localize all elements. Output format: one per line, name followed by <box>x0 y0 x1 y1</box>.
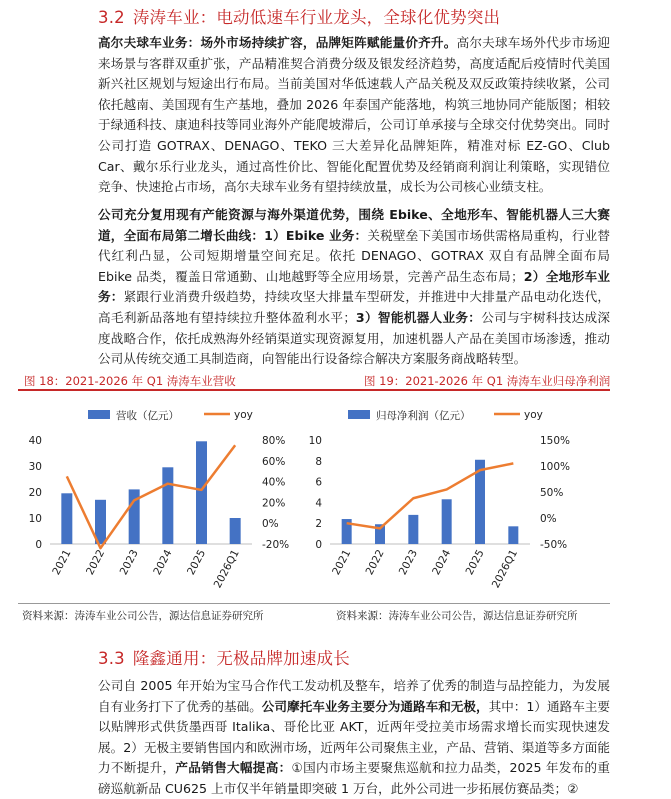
paragraph-second-growth <box>98 205 610 370</box>
left-axis-tick-label: 20 <box>28 487 42 499</box>
right-axis-tick-label: 20% <box>262 497 286 510</box>
paragraph-lead: 高尔夫球车业务：场外市场持续扩容，品牌矩阵赋能量价齐升。 <box>98 35 457 50</box>
legend-bar-swatch <box>348 410 370 419</box>
figure-18-title: 图 18：2021-2026 年 Q1 涛涛车业营收 <box>24 374 236 388</box>
paragraph-bold: 3）智能机器人业务： <box>355 309 482 325</box>
category-label: 2025 <box>463 547 487 578</box>
left-axis-tick-label: 8 <box>315 455 322 468</box>
paragraph-loncin <box>98 676 610 799</box>
legend-bar-swatch <box>88 410 110 419</box>
paragraph-body: 高尔夫球车场外代步市场迎来场景与客群双重扩张，产品精准契合消费分级及银发经济趋势，高度适配后疫情时代美国新兴社区规划与短途出行布局。当前美国对华低速载人产品关税及双反政策持续收紧，公司依托越南、美国现有生产基地，叠加 2026 年泰国产能落地，构筑三地协同产能版图；相较于绿通科技、康迪科技等同业海外产能爬坡滞后，公司订单承接与全球交付优势突出。同时公司打造 GOTRAX、DENAGO、TEKO 三大差异化品牌矩阵，精准对标 EZ-GO、Club Car、戴尔乐行业龙头，通过高性价比、智能化配置优势及经销商利润让利策略，实现错位竞争、快速抢占市场，高尔夫球车业务有望持续放量，成长为公司核心业绩支柱。 <box>98 35 611 195</box>
yoy-line <box>347 463 514 528</box>
right-axis-tick-label: 100% <box>540 461 571 473</box>
right-axis-tick-label: -20% <box>262 539 290 551</box>
category-label: 2021 <box>50 547 74 578</box>
paragraph-body: 关税壁垒下美国市场供需格局重构，行业替代红利凸显，公司短期增量空间充足。依托 DENAGO、GOTRAX 双自有品牌全面布局 Ebike 品类，覆盖日常通勤、山地越野等全应用场景，完善产品生态布局； <box>98 227 610 284</box>
paragraph-lead: 公司充分复用现有产能资源与海外渠道优势，围绕 Ebike、全地形车、智能机器人三大赛道，全面布局第二增长曲线：1）Ebike 业务： <box>98 207 610 243</box>
category-label: 2022 <box>84 547 108 578</box>
yoy-line <box>67 445 235 548</box>
category-label: 2022 <box>363 547 387 578</box>
revenue-chart-svg <box>20 396 310 601</box>
bar-2026Q1 <box>230 518 241 544</box>
section-title: 涛涛车业：电动低速车行业龙头，全球化优势突出 <box>132 8 501 27</box>
paragraph-body: 其中：1）通路车主要以贴牌形式供货墨西哥 Italika、哥伦比亚 AKT，近两年受拉美市场需求增长而实现快速发展。2）无极主要销售国内和欧洲市场，近两年公司聚焦主业，产品、营销、渠道等多方面能力不断提升， <box>98 698 611 776</box>
paragraph-body: ①国内市场主要聚焦巡航和拉力品类，2025 年发布的重磅巡航新品 CU625 上市仅半年销量即突破 1 万台，此外公司进一步拓展仿赛品类；② <box>98 760 611 796</box>
left-axis-tick-label: 2 <box>315 518 322 531</box>
right-axis-tick-label: 50% <box>540 487 564 499</box>
paragraph-body: 公司与宇树科技达成深度战略合作，依托成熟海外经销渠道实现资源复用，加速机器人产品在美国市场渗透，推动公司从传统交通工具制造商，向智能出行设备综合解决方案服务商战略转型。 <box>98 309 611 367</box>
left-axis-tick-label: 4 <box>315 497 322 510</box>
right-axis-tick-label: 40% <box>262 476 286 489</box>
bar-2021 <box>61 493 72 544</box>
left-axis-tick-label: 30 <box>28 461 42 473</box>
bar-2026Q1 <box>508 526 518 544</box>
category-label: 2026Q1 <box>489 547 520 591</box>
bar-2023 <box>408 515 418 544</box>
revenue-chart <box>20 396 310 601</box>
source-note-left: 资料来源：涛涛车业公司公告，源达信息证券研究所 <box>22 610 264 622</box>
paragraph-bold: 产品销售大幅提高： <box>175 760 292 776</box>
paragraph-bold: 公司摩托车业务主要分为通路车和无极， <box>261 698 489 714</box>
legend-bar-label: 营收（亿元） <box>116 410 179 422</box>
left-axis-tick-label: 6 <box>315 476 322 489</box>
net-profit-chart <box>300 396 610 601</box>
legend-bar-label: 归母净利润（亿元） <box>376 410 471 422</box>
right-axis-tick-label: 60% <box>262 455 286 468</box>
right-axis-tick-label: 80% <box>262 435 286 447</box>
bar-2025 <box>196 441 207 544</box>
right-axis-tick-label: 0% <box>262 518 279 531</box>
category-label: 2021 <box>330 547 354 578</box>
category-label: 2024 <box>430 547 454 578</box>
left-axis-tick-label: 0 <box>35 539 42 551</box>
right-axis-tick-label: 150% <box>540 435 571 447</box>
net-profit-chart-svg <box>300 396 610 601</box>
right-axis-tick-label: 0% <box>540 513 557 525</box>
left-axis-tick-label: 40 <box>28 435 42 447</box>
bar-2024 <box>442 499 452 544</box>
legend-line-label: yoy <box>524 409 543 421</box>
right-axis-tick-label: -50% <box>540 539 568 551</box>
paragraph-bold: 2）全地形车业务： <box>98 268 610 305</box>
category-label: 2023 <box>396 547 420 578</box>
category-label: 2026Q1 <box>211 547 242 591</box>
left-axis-tick-label: 10 <box>308 435 322 447</box>
section-number: 3.2 <box>98 8 125 27</box>
category-label: 2023 <box>117 547 141 578</box>
source-note-right: 资料来源：涛涛车业公司公告，源达信息证券研究所 <box>336 610 578 622</box>
category-label: 2025 <box>185 547 209 578</box>
paragraph-body: 紧跟行业消费升级趋势，持续攻坚大排量车型研发，并推进中大排量产品电动化迭代，高毛利新品落地有望持续拉升整体盈利水平； <box>98 289 611 325</box>
figure-title-bar <box>18 373 610 391</box>
section-heading-3-2 <box>98 4 500 28</box>
bar-2024 <box>162 467 173 544</box>
left-axis-tick-label: 0 <box>315 539 322 551</box>
paragraph-body: 公司自 2005 年开始为宝马合作代工发动机及整车，培养了优秀的制造与品控能力，为发展自有业务打下了优秀的基础。 <box>98 678 610 714</box>
legend-line-label: yoy <box>234 409 253 421</box>
figure-source-line <box>18 603 610 623</box>
section-number: 3.3 <box>98 649 125 668</box>
section-title: 隆鑫通用：无极品牌加速成长 <box>132 649 350 668</box>
section-heading-3-3 <box>98 645 350 669</box>
paragraph-golf-cart <box>98 33 610 198</box>
left-axis-tick-label: 10 <box>28 513 42 525</box>
figure-19-title: 图 19：2021-2026 年 Q1 涛涛车业归母净利润 <box>364 374 611 388</box>
category-label: 2024 <box>151 547 175 578</box>
